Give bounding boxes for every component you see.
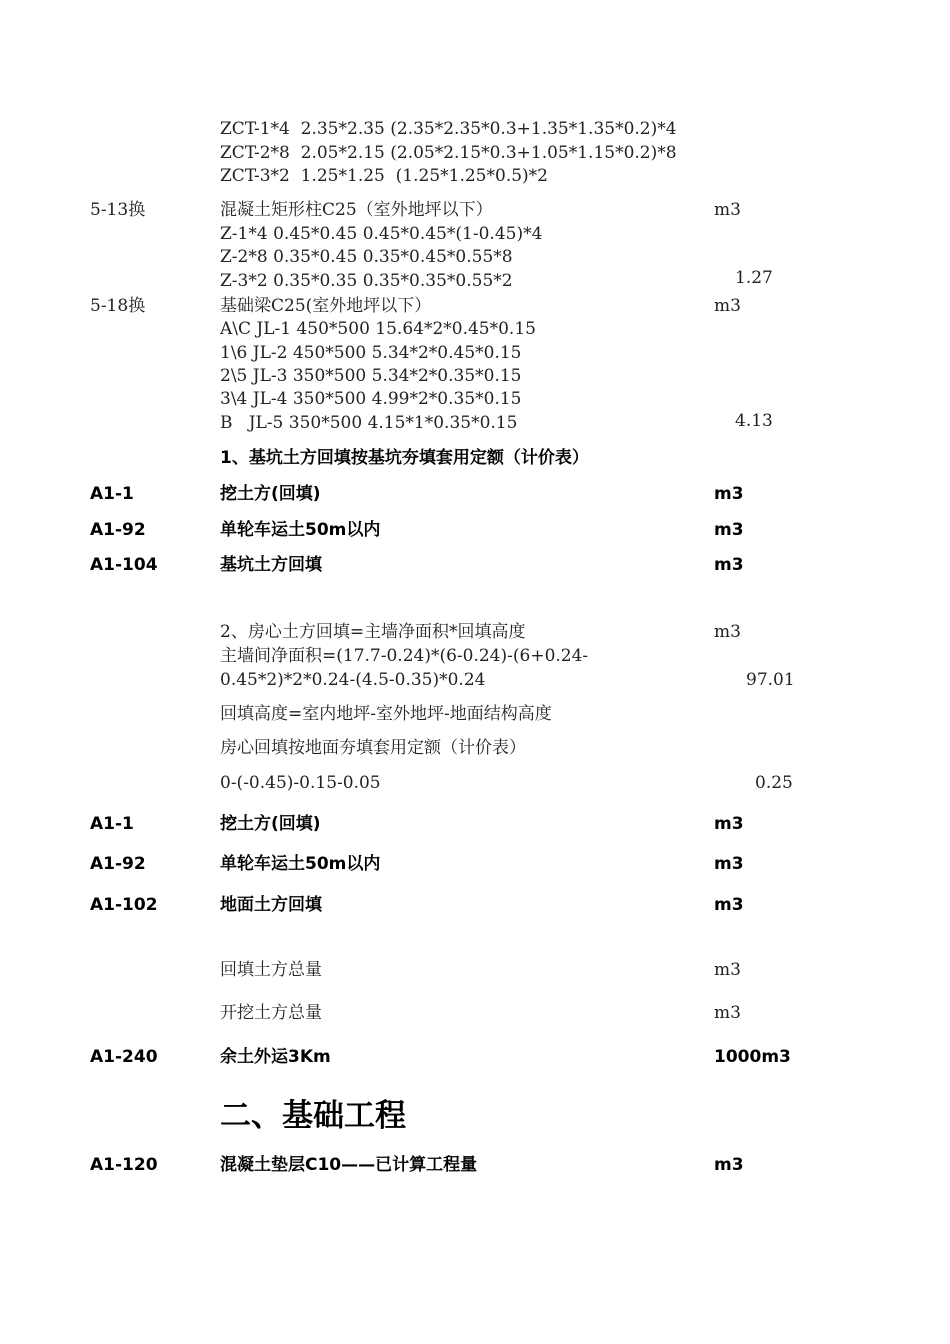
- row-desc: Z-1*4 0.45*0.45 0.45*0.45*(1-0.45)*4: [220, 224, 543, 244]
- row-desc: 挖土方(回填): [220, 814, 321, 834]
- row-desc: 单轮车运土50m以内: [220, 854, 381, 874]
- row-desc: 主墙间净面积=(17.7-0.24)*(6-0.24)-(6+0.24-: [220, 646, 589, 666]
- row-code: A1-240: [90, 1047, 158, 1067]
- row-desc: 挖土方(回填): [220, 484, 321, 504]
- row-desc: ZCT-1*4 2.35*2.35 (2.35*2.35*0.3+1.35*1.35*0.2)*4: [220, 119, 677, 139]
- row-code: A1-1: [90, 484, 134, 504]
- row-desc: 基础梁C25(室外地坪以下）: [220, 296, 432, 316]
- row-unit: m3: [714, 484, 744, 504]
- row-code: 5-13换: [90, 200, 146, 220]
- row-code: A1-92: [90, 520, 146, 540]
- row-unit: m3: [714, 854, 744, 874]
- row-unit: m3: [714, 622, 741, 642]
- row-desc: 混凝土垫层C10——已计算工程量: [220, 1155, 478, 1175]
- section-title: 2、房心土方回填=主墙净面积*回填高度: [220, 622, 526, 642]
- row-unit: m3: [714, 1003, 741, 1023]
- row-code: A1-120: [90, 1155, 158, 1175]
- row-qty: 1.27: [735, 268, 773, 288]
- row-desc: 1\6 JL-2 450*500 5.34*2*0.45*0.15: [220, 343, 522, 363]
- row-unit: m3: [714, 555, 744, 575]
- section-title: 1、基坑土方回填按基坑夯填套用定额（计价表）: [220, 448, 589, 468]
- row-code: A1-92: [90, 854, 146, 874]
- row-desc: 2\5 JL-3 350*500 5.34*2*0.35*0.15: [220, 366, 522, 386]
- row-desc: Z-3*2 0.35*0.35 0.35*0.35*0.55*2: [220, 271, 513, 291]
- row-desc: 单轮车运土50m以内: [220, 520, 381, 540]
- row-desc: 0.45*2)*2*0.24-(4.5-0.35)*0.24: [220, 670, 486, 690]
- row-unit: m3: [714, 960, 741, 980]
- row-desc: 0-(-0.45)-0.15-0.05: [220, 773, 381, 793]
- row-unit: 1000m3: [714, 1047, 791, 1067]
- row-unit: m3: [714, 895, 744, 915]
- row-desc: A\C JL-1 450*500 15.64*2*0.45*0.15: [220, 319, 536, 339]
- row-unit: m3: [714, 1155, 744, 1175]
- row-desc: 房心回填按地面夯填套用定额（计价表）: [220, 738, 526, 758]
- row-desc: B JL-5 350*500 4.15*1*0.35*0.15: [220, 413, 518, 433]
- row-desc: 开挖土方总量: [220, 1003, 322, 1023]
- row-desc: ZCT-2*8 2.05*2.15 (2.05*2.15*0.3+1.05*1.15*0.2)*8: [220, 143, 677, 163]
- row-qty: 4.13: [735, 411, 773, 431]
- row-code: A1-1: [90, 814, 134, 834]
- row-code: A1-104: [90, 555, 158, 575]
- row-desc: 余土外运3Km: [220, 1047, 331, 1067]
- row-unit: m3: [714, 520, 744, 540]
- row-desc: ZCT-3*2 1.25*1.25 (1.25*1.25*0.5)*2: [220, 166, 548, 186]
- row-code: A1-102: [90, 895, 158, 915]
- row-desc: 基坑土方回填: [220, 555, 322, 575]
- row-desc: 混凝土矩形柱C25（室外地坪以下）: [220, 200, 493, 220]
- row-desc: Z-2*8 0.35*0.45 0.35*0.45*0.55*8: [220, 247, 513, 267]
- row-desc: 3\4 JL-4 350*500 4.99*2*0.35*0.15: [220, 389, 522, 409]
- row-qty: 0.25: [755, 773, 793, 793]
- row-code: 5-18换: [90, 296, 146, 316]
- section-heading: 二、基础工程: [220, 1098, 406, 1134]
- row-unit: m3: [714, 200, 741, 220]
- row-desc: 地面土方回填: [220, 895, 322, 915]
- row-unit: m3: [714, 814, 744, 834]
- row-qty: 97.01: [746, 670, 795, 690]
- row-desc: 回填高度=室内地坪-室外地坪-地面结构高度: [220, 704, 552, 724]
- row-desc: 回填土方总量: [220, 960, 322, 980]
- row-unit: m3: [714, 296, 741, 316]
